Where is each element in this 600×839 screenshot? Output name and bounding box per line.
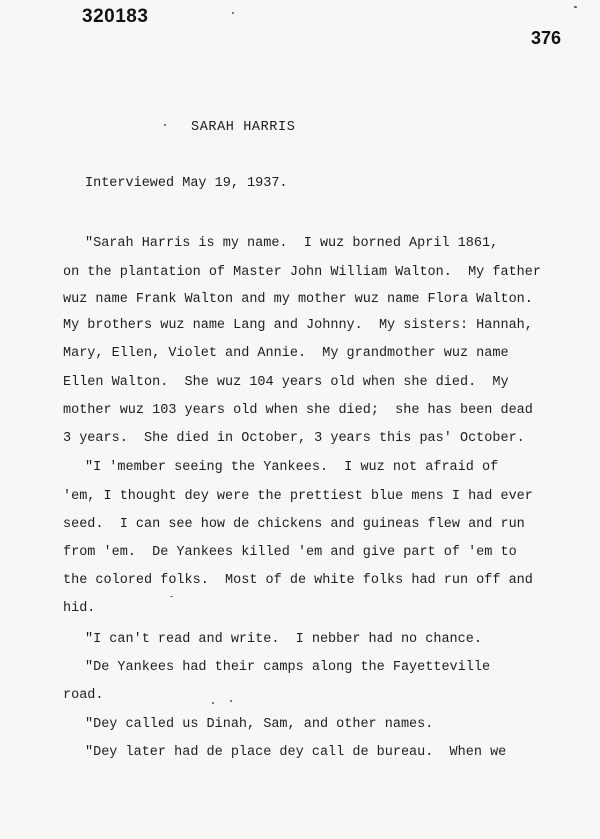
text-line: "Dey called us Dinah, Sam, and other names. <box>85 717 434 732</box>
document-title: SARAH HARRIS <box>191 120 296 135</box>
text-line: seed. I can see how de chickens and guineas flew and run <box>63 517 525 532</box>
text-line: the colored folks. Most of de white folks had run off and <box>63 573 533 588</box>
text-line: "De Yankees had their camps along the Fayetteville <box>85 660 491 675</box>
interview-date: Interviewed May 19, 1937. <box>85 176 288 191</box>
scan-speck <box>164 124 166 126</box>
text-line: wuz name Frank Walton and my mother wuz name Flora Walton. <box>63 292 533 307</box>
text-line: 'em, I thought dey were the prettiest blue mens I had ever <box>63 489 533 504</box>
stamp-number: 320183 <box>82 6 149 27</box>
text-line: road. <box>63 688 104 703</box>
text-line: Ellen Walton. She wuz 104 years old when she died. My <box>63 375 509 390</box>
text-line: My brothers wuz name Lang and Johnny. My sisters: Hannah, <box>63 318 533 333</box>
page-number: 376 <box>531 28 562 48</box>
text-line: "I can't read and write. I nebber had no chance. <box>85 632 482 647</box>
text-line: "Sarah Harris is my name. I wuz borned April 1861, <box>85 236 499 251</box>
text-line: hid. <box>63 601 96 616</box>
scan-speck <box>230 700 232 702</box>
scan-speck <box>574 6 577 8</box>
scan-speck <box>232 12 234 14</box>
text-line: "Dey later had de place dey call de bureau. When we <box>85 745 507 760</box>
text-line: 3 years. She died in October, 3 years this pas' October. <box>63 431 525 446</box>
text-line: Mary, Ellen, Violet and Annie. My grandmother wuz name <box>63 346 509 361</box>
scan-speck <box>212 702 214 704</box>
text-line: from 'em. De Yankees killed 'em and give part of 'em to <box>63 545 517 560</box>
text-line: "I 'member seeing the Yankees. I wuz not afraid of <box>85 460 499 475</box>
scan-speck <box>170 596 173 597</box>
text-line: on the plantation of Master John William Walton. My father <box>63 265 541 280</box>
text-line: mother wuz 103 years old when she died; she has been dead <box>63 403 533 418</box>
